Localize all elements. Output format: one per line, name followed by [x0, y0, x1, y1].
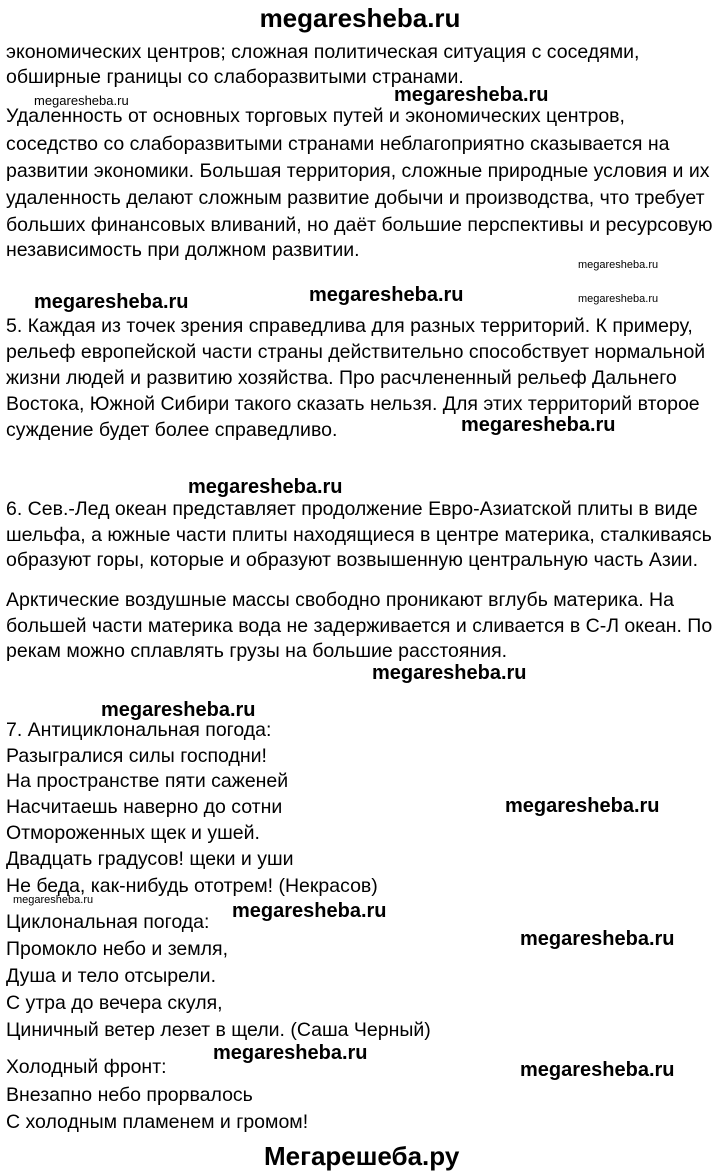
- watermark: megaresheba.ru: [461, 414, 616, 436]
- text-line: шельфа, а южные части плиты находящиеся в центре материка, сталкиваясь: [6, 524, 712, 546]
- text-line: Удаленность от основных торговых путей и экономических центров,: [6, 105, 625, 127]
- text-line: Не беда, как-нибудь ототрем! (Некрасов): [6, 875, 378, 897]
- text-line: Разыгралися силы господни!: [6, 745, 267, 767]
- text-line: экономических центров; сложная политическая ситуация с соседями,: [6, 41, 640, 63]
- text-line: Холодный фронт:: [6, 1056, 167, 1078]
- text-line: независимость при должном развитии.: [6, 239, 360, 261]
- text-line: С утра до вечера скуля,: [6, 992, 223, 1014]
- text-line: удаленность делают сложным развитие добычи и производства, что требует: [6, 187, 705, 209]
- text-line: обширные границы со слаборазвитыми странами.: [6, 66, 464, 88]
- text-line: рельеф европейской части страны действительно способствует нормальной: [6, 341, 706, 363]
- watermark: megaresheba.ru: [372, 662, 527, 684]
- watermark: megaresheba.ru: [505, 795, 660, 817]
- watermark: megaresheba.ru: [213, 1042, 368, 1064]
- text-line: 5. Каждая из точек зрения справедлива для разных территорий. К примеру,: [6, 315, 693, 337]
- text-line: Душа и тело отсырели.: [6, 965, 216, 987]
- text-line: 6. Сев.-Лед океан представляет продолжение Евро-Азиатской плиты в виде: [6, 498, 698, 520]
- text-line: жизни людей и развитию хозяйства. Про расчлененный рельеф Дальнего: [6, 367, 677, 389]
- text-line: рекам можно сплавлять грузы на большие расстояния.: [6, 640, 508, 662]
- watermark: megaresheba.ru: [34, 93, 129, 108]
- text-line: С холодным пламенем и громом!: [6, 1111, 309, 1133]
- text-line: больших финансовых вливаний, но даёт большие перспективы и ресурсовую: [6, 214, 713, 236]
- text-line: Промокло небо и земля,: [6, 938, 229, 960]
- text-line: Отмороженных щек и ушей.: [6, 822, 260, 844]
- text-line: Насчитаешь наверно до сотни: [6, 796, 283, 818]
- page-header: megaresheba.ru: [259, 3, 461, 33]
- text-line: большей части материка вода не задерживается и сливается в С-Л океан. По: [6, 615, 713, 637]
- watermark: megaresheba.ru: [309, 284, 464, 306]
- text-line: соседство со слаборазвитыми странами неблагоприятно сказывается на: [6, 133, 670, 155]
- text-line: развитии экономики. Большая территория, сложные природные условия и их: [6, 160, 710, 182]
- text-line: Циничный ветер лезет в щели. (Саша Черный): [6, 1019, 431, 1041]
- text-line: Арктические воздушные массы свободно проникают вглубь материка. На: [6, 589, 674, 611]
- text-line: Востока, Южной Сибири такого сказать нельзя. Для этих территорий второе: [6, 393, 700, 415]
- text-line: суждение будет более справедливо.: [6, 419, 338, 441]
- watermark: megaresheba.ru: [520, 928, 675, 950]
- watermark: megaresheba.ru: [578, 293, 659, 305]
- text-line: Внезапно небо прорвалось: [6, 1084, 253, 1106]
- watermark: megaresheba.ru: [13, 894, 94, 906]
- text-line: Двадцать градусов! щеки и уши: [6, 848, 294, 870]
- page-footer: Мегарешеба.ру: [264, 1141, 460, 1171]
- watermark: megaresheba.ru: [232, 900, 387, 922]
- watermark: megaresheba.ru: [188, 476, 343, 498]
- watermark: megaresheba.ru: [101, 699, 256, 721]
- watermark: megaresheba.ru: [520, 1059, 675, 1081]
- text-line: На пространстве пяти саженей: [6, 770, 289, 792]
- watermark: megaresheba.ru: [394, 84, 549, 106]
- text-line: образуют горы, которые и образуют возвышенную центральную часть Азии.: [6, 549, 698, 571]
- watermark: megaresheba.ru: [34, 291, 189, 313]
- watermark: megaresheba.ru: [578, 259, 659, 271]
- text-line: Циклональная погода:: [6, 911, 210, 933]
- text-line: 7. Антициклональная погода:: [6, 719, 272, 741]
